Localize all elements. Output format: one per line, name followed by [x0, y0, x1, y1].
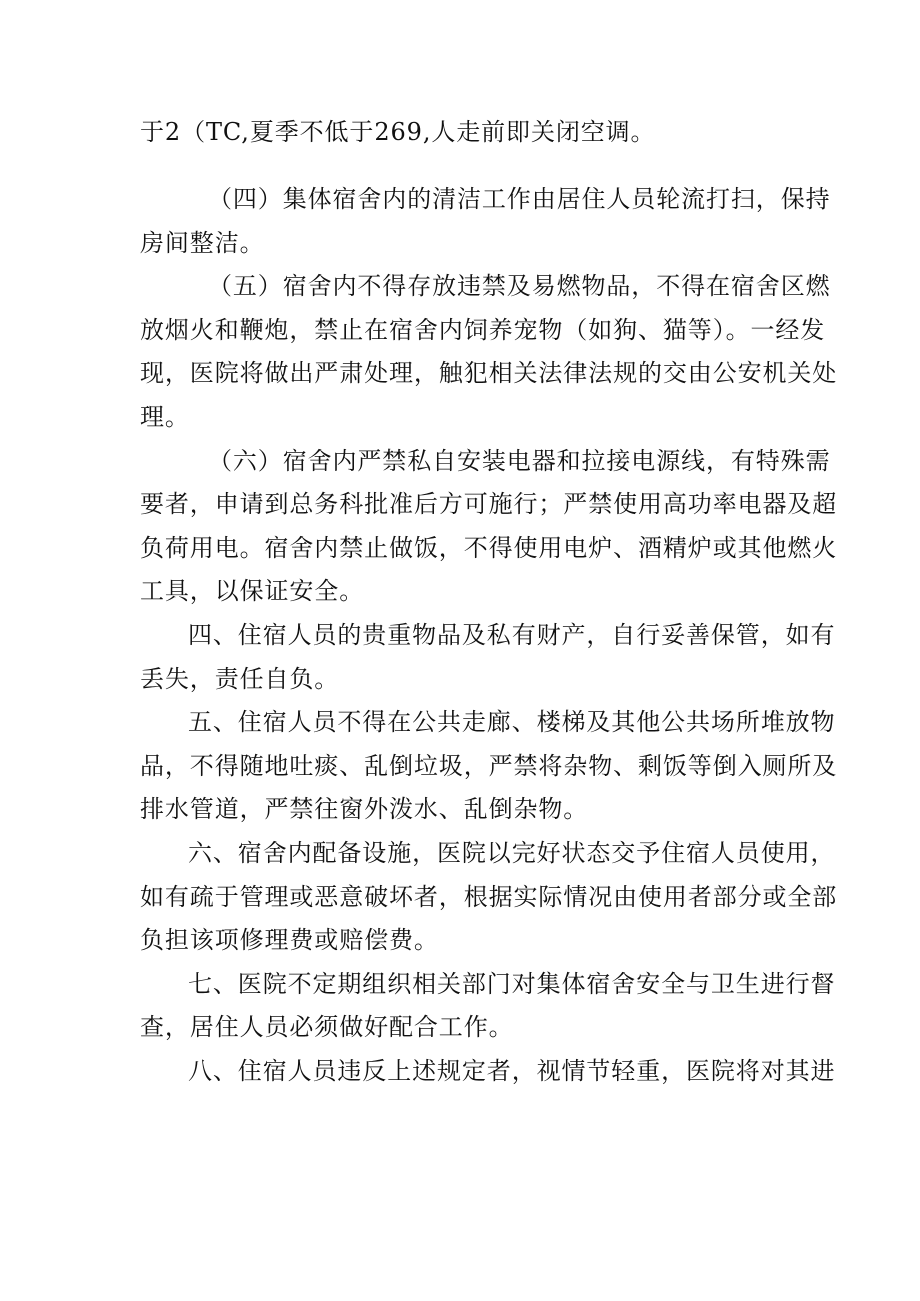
text-line: （四）集体宿舍内的清洁工作由居住人员轮流打扫，保持 [208, 185, 831, 213]
text-line: 放烟火和鞭炮，禁止在宿舍内饲养宠物（如狗、猫等）。一经发 [140, 316, 826, 344]
text-line: 八、住宿人员违反上述规定者，视情节轻重，医院将对其进 [188, 1057, 836, 1085]
text-line: 要者，申请到总务科批准后方可施行；严禁使用高功率电器及超 [140, 490, 838, 518]
text-line: 负担该项修理费或赔偿费。 [140, 926, 439, 954]
text-line: 六、宿舍内配备设施，医院以完好状态交予住宿人员使用， [188, 839, 836, 867]
text-line: 排水管道，严禁往窗外泼水、乱倒杂物。 [140, 795, 589, 823]
text-line: 房间整洁。 [140, 229, 265, 257]
text-line: 如有疏于管理或恶意破坏者，根据实际情况由使用者部分或全部 [140, 883, 838, 911]
text-line: 理。 [140, 403, 190, 431]
text-line: 四、住宿人员的贵重物品及私有财产，自行妥善保管，如有 [188, 621, 836, 649]
text-line: 查，居住人员必须做好配合工作。 [140, 1013, 514, 1041]
text-line: 七、医院不定期组织相关部门对集体宿舍安全与卫生进行督 [188, 970, 836, 998]
text-line: 品，不得随地吐痰、乱倒垃圾，严禁将杂物、剩饭等倒入厕所及 [140, 752, 838, 780]
text-line: 丢失，责任自负。 [140, 665, 340, 693]
text-line: 负荷用电。宿舍内禁止做饭，不得使用电炉、酒精炉或其他燃火 [140, 534, 838, 562]
text-line: 五、住宿人员不得在公共走廊、楼梯及其他公共场所堆放物 [188, 708, 836, 736]
text-line: 工具，以保证安全。 [140, 577, 365, 605]
text-line: 于2（TC,夏季不低于269,人走前即关闭空调。 [140, 118, 656, 146]
text-line: （五）宿舍内不得存放违禁及易燃物品，不得在宿舍区燃 [208, 272, 831, 300]
text-line: （六）宿舍内严禁私自安装电器和拉接电源线，有特殊需 [208, 447, 831, 475]
text-line: 现，医院将做出严肃处理，触犯相关法律法规的交由公安机关处 [140, 359, 838, 387]
